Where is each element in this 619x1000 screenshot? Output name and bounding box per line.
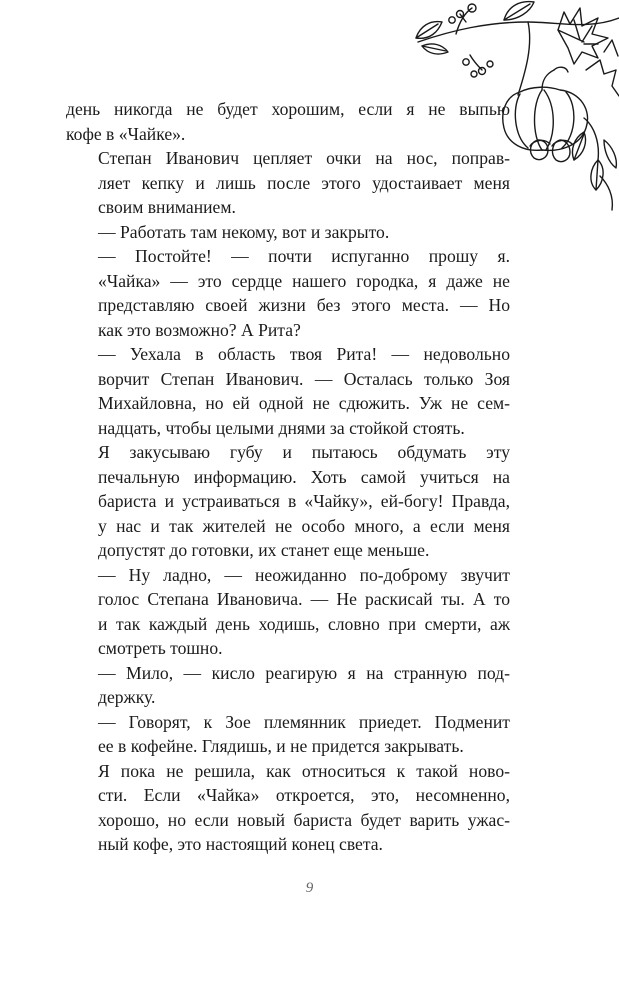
text-line: допустят до готовки, их станет еще меньше. xyxy=(98,540,430,560)
text-line: Михайловна, но ей одной не сдюжить. Уж не сем- xyxy=(98,393,510,413)
text-line: хорошо, но если новый бариста будет варить ужас- xyxy=(98,809,510,830)
paragraph xyxy=(66,146,510,220)
text-line: день никогда не будет хорошим, если я не выпью xyxy=(66,99,510,119)
text-line: — Работать там некому, вот и закрыто. xyxy=(98,221,390,242)
paragraph xyxy=(66,759,510,857)
paragraph xyxy=(66,97,510,146)
text-line: ляет кепку и лишь после этого удостаивает меня xyxy=(98,172,510,193)
paragraph xyxy=(66,342,510,440)
text-line: как это возможно? А Рита? xyxy=(98,319,301,340)
text-line: надцать, чтобы целыми днями за стойкой стоять. xyxy=(98,417,465,438)
text-line: — Говорят, к Зое племянник приедет. Подменит xyxy=(98,711,510,732)
text-line: голос Степана Ивановича. — Не раскисай ты. А то xyxy=(98,589,510,609)
text-line: у нас и так жителей не особо много, а если меня xyxy=(98,515,510,536)
paragraph xyxy=(66,244,510,342)
text-line: и так каждый день ходишь, словно при смерти, аж xyxy=(98,613,510,634)
text-line: — Постойте! — почти испуганно прошу я. xyxy=(98,246,510,266)
text-line: «Чайка» — это сердце нашего городка, я даже не xyxy=(98,270,510,291)
text-line: сти. Если «Чайка» откроется, это, несомненно, xyxy=(98,785,510,805)
paragraph xyxy=(66,661,510,710)
text-line: своим вниманием. xyxy=(98,197,236,217)
text-line: ный кофе, это настоящий конец света. xyxy=(98,834,383,854)
text-line: Я закусываю губу и пытаюсь обдумать эту xyxy=(98,442,510,462)
paragraph xyxy=(66,440,510,563)
text-line: бариста и устраиваться в «Чайку», ей-богу! Правда, xyxy=(98,491,510,511)
text-line: ее в кофейне. Глядишь, и не придется закрывать. xyxy=(98,736,464,756)
text-line: смотреть тошно. xyxy=(98,638,223,658)
text-line: кофе в «Чайке». xyxy=(66,123,186,144)
text-line: представляю своей жизни без этого места. — Но xyxy=(98,295,510,315)
paragraph xyxy=(66,563,510,661)
paragraph xyxy=(66,220,510,245)
text-line: Я пока не решила, как относиться к такой ново- xyxy=(98,760,510,781)
text-line: ворчит Степан Иванович. — Осталась только Зоя xyxy=(98,368,510,389)
page-number: 9 xyxy=(305,880,314,896)
main-text xyxy=(66,97,510,857)
text-line: держку. xyxy=(98,687,156,707)
text-line: — Ну ладно, — неожиданно по-доброму звучит xyxy=(98,564,510,585)
text-line: — Уехала в область твоя Рита! — недовольно xyxy=(98,344,510,364)
text-line: — Мило, — кисло реагирую я на странную под- xyxy=(98,662,510,683)
text-line: печальную информацию. Хоть самой учиться на xyxy=(98,466,510,487)
text-line: Степан Иванович цепляет очки на нос, поправ- xyxy=(98,148,510,168)
paragraph xyxy=(66,710,510,759)
